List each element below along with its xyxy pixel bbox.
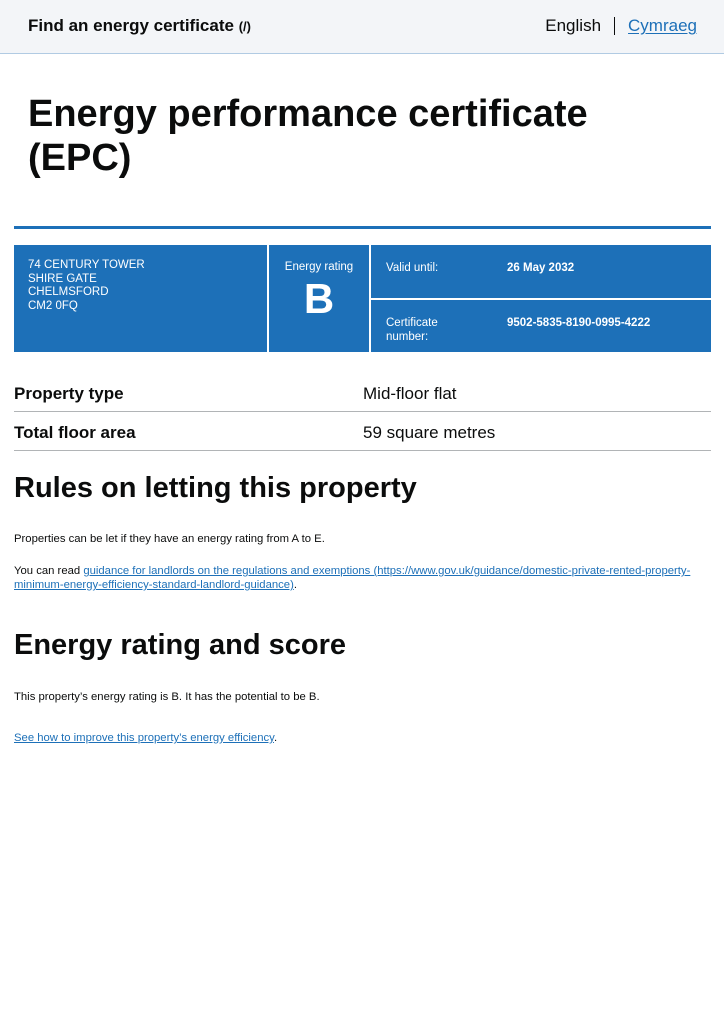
address-line-4: CM2 0FQ — [28, 299, 78, 312]
lang-cymraeg-link[interactable]: Cymraeg — [628, 16, 697, 35]
service-name[interactable] — [28, 16, 251, 36]
valid-until-cell — [371, 245, 711, 298]
header-bar — [0, 0, 724, 54]
home-link[interactable]: (/) — [238, 19, 251, 34]
energy-rating-heading: Energy rating and score — [14, 629, 346, 661]
rules-paragraph: Properties can be let if they have an energy rating from A to E. — [14, 533, 325, 545]
energy-rating-paragraph: This property’s energy rating is B. It has the potential to be B. — [14, 691, 320, 703]
certificate-number-cell — [371, 300, 711, 352]
page-title: Energy performance certificate (EPC) — [28, 93, 588, 179]
address-line-1: 74 CENTURY TOWER — [28, 259, 145, 271]
language-switcher — [545, 16, 697, 36]
lang-english: English — [545, 16, 602, 35]
address-line-2: SHIRE GATE — [28, 272, 97, 285]
energy-rating-letter: B — [303, 275, 335, 322]
certificate-number-value: 9502-5835-8190-0995-4222 — [507, 317, 651, 329]
improve-efficiency-link[interactable]: See how to improve this property’s energy efficiency — [14, 732, 274, 744]
landlord-guidance-link[interactable]: guidance for landlords on the regulations and exemptions (https://www.gov.uk/guidance/domestic-private-rented-property-minimum-energy-efficiency-standard-landlord-guidance) — [14, 565, 691, 591]
property-type-value: Mid-floor flat — [363, 384, 457, 403]
lang-divider — [614, 17, 615, 35]
energy-rating-label: Energy rating — [284, 261, 354, 273]
guidance-paragraph — [14, 564, 704, 592]
rules-heading: Rules on letting this property — [14, 472, 417, 504]
property-address — [14, 245, 267, 352]
improve-paragraph — [14, 731, 277, 745]
service-name-text[interactable]: Find an energy certificate — [28, 16, 234, 35]
valid-until-label: Valid until: — [386, 262, 439, 274]
address-line-3: CHELMSFORD — [28, 286, 109, 298]
epc-summary-box — [14, 245, 711, 352]
floor-area-value: 59 square metres — [363, 423, 496, 442]
guidance-suffix: . — [293, 579, 297, 591]
guidance-prefix: You can read — [14, 565, 84, 577]
energy-rating-cell — [269, 245, 369, 352]
summary-row-property-type — [14, 373, 711, 412]
floor-area-key: Total floor area — [14, 423, 136, 442]
valid-until-value: 26 May 2032 — [507, 262, 575, 274]
title-divider — [14, 226, 711, 229]
summary-row-floor-area — [14, 412, 711, 451]
improve-suffix: . — [273, 732, 278, 744]
certificate-number-label: Certificate number: — [386, 317, 438, 343]
property-summary-list — [14, 373, 711, 451]
property-type-key: Property type — [14, 384, 124, 403]
